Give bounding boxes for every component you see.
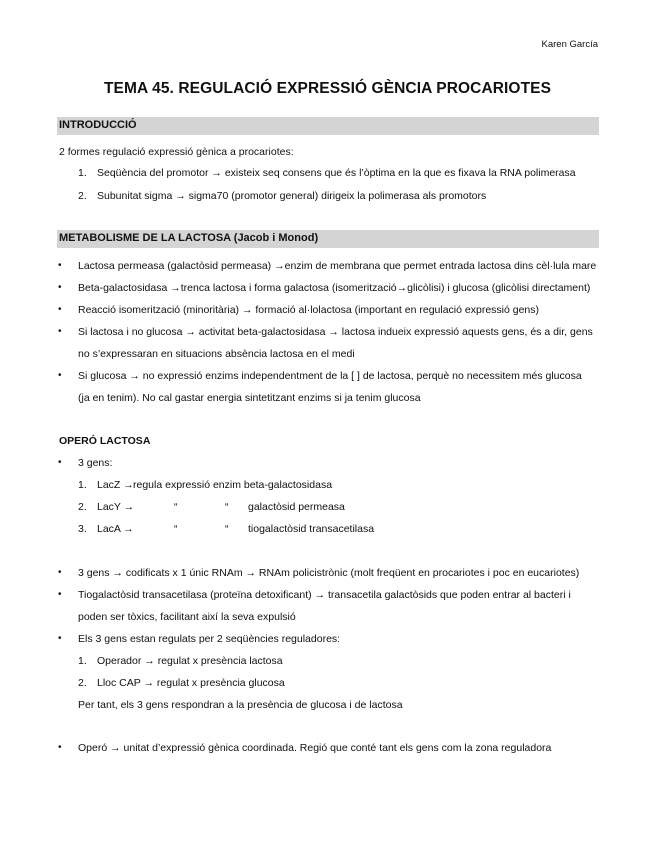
list-number: 2. bbox=[78, 677, 87, 689]
list-number: 2. bbox=[78, 190, 87, 202]
bullet-text: Els 3 gens estan regulats per 2 seqüències reguladores: bbox=[78, 633, 341, 645]
list-item: Subunitat sigma → sigma70 (promotor general) dirigeix la polimerasa als promotors bbox=[97, 190, 487, 202]
intro-text: 2 formes regulació expressió gènica a procariotes: bbox=[59, 146, 294, 158]
ditto-mark: “ bbox=[225, 501, 229, 513]
list-number: 3. bbox=[78, 523, 87, 535]
section-header-metabolisme bbox=[57, 230, 599, 248]
gene-name: LacA → bbox=[97, 523, 134, 535]
bullet-icon: • bbox=[58, 742, 62, 753]
bullet-text: Lactosa permeasa (galactòsid permeasa) →enzim de membrana que permet entrada lactosa dins cèl·lula mare bbox=[78, 260, 597, 272]
bullet-icon: • bbox=[58, 567, 62, 578]
list-number: 1. bbox=[78, 167, 87, 179]
bullet-icon: • bbox=[58, 304, 62, 315]
gene-desc: regula expressió enzim beta-galactosidasa bbox=[133, 479, 333, 491]
gene-desc: tiogalactòsid transacetilasa bbox=[248, 523, 375, 535]
bullet-text: Reacció isomerització (minoritària) → formació al·lolactosa (important en regulació expressió gens) bbox=[78, 304, 540, 316]
bullet-icon: • bbox=[58, 326, 62, 337]
gene-name: LacY → bbox=[97, 501, 135, 513]
section-header-introduccio bbox=[57, 117, 599, 135]
bullet-icon: • bbox=[58, 633, 62, 644]
bullet-icon: • bbox=[58, 282, 62, 293]
bullet-text: Operó → unitat d’expressió gènica coordinada. Regió que conté tant els gens com la zona reguladora bbox=[78, 742, 552, 754]
bullet-icon: • bbox=[58, 260, 62, 271]
list-item: Operador → regulat x presència lactosa bbox=[97, 655, 283, 667]
bullet-text-continued: no s’expressaran en situacions absència lactosa en el medi bbox=[78, 348, 355, 360]
bullet-text-continued: (ja en tenim). No cal gastar energia sintetitzant enzims si ja tenim glucosa bbox=[78, 392, 421, 404]
list-number: 1. bbox=[78, 655, 87, 667]
section-heading: INTRODUCCIÓ bbox=[59, 119, 137, 131]
bullet-text: Si glucosa → no expressió enzims independentment de la [ ] de lactosa, perquè no necessitem més glucosa bbox=[78, 370, 582, 382]
bullet-text: 3 gens: bbox=[78, 457, 113, 469]
list-number: 2. bbox=[78, 501, 87, 513]
subheading-operon: OPERÓ LACTOSA bbox=[59, 435, 151, 447]
bullet-text: Tiogalactòsid transacetilasa (proteïna detoxificant) → transacetila galactòsids que poden entrar al bacteri i bbox=[78, 589, 571, 601]
author-name: Karen García bbox=[541, 39, 598, 50]
bullet-text-continued: poden ser tòxics, facilitant així la seva expulsió bbox=[78, 611, 296, 623]
page-title: TEMA 45. REGULACIÓ EXPRESSIÓ GÈNCIA PROCARIOTES bbox=[103, 80, 552, 97]
gene-name: LacZ → bbox=[97, 479, 134, 491]
bullet-text: Beta-galactosidasa →trenca lactosa i forma galactosa (isomerització→glicòlisi) i glucosa (glicòlisi directament) bbox=[78, 282, 591, 294]
bullet-text: Si lactosa i no glucosa → activitat beta-galactosidasa → lactosa indueix expressió aquests gens, és a dir, gens bbox=[78, 326, 593, 338]
list-item: Seqüència del promotor → existeix seq consens que és l’òptima en la que es fixava la RNA polimerasa bbox=[97, 167, 576, 179]
ditto-mark: “ bbox=[225, 523, 229, 535]
bullet-text: 3 gens → codificats x 1 únic RNAm → RNAm policistrònic (molt freqüent en procariotes i poc en eucariotes) bbox=[78, 567, 580, 579]
list-item: Lloc CAP → regulat x presència glucosa bbox=[97, 677, 285, 689]
bullet-icon: • bbox=[58, 370, 62, 381]
list-number: 1. bbox=[78, 479, 87, 491]
section-heading: METABOLISME DE LA LACTOSA (Jacob i Monod) bbox=[59, 232, 319, 244]
bullet-icon: • bbox=[58, 457, 62, 468]
ditto-mark: “ bbox=[174, 523, 178, 535]
ditto-mark: “ bbox=[174, 501, 178, 513]
gene-desc: galactòsid permeasa bbox=[248, 501, 345, 513]
bullet-icon: • bbox=[58, 589, 62, 600]
conclusion-text: Per tant, els 3 gens respondran a la presència de glucosa i de lactosa bbox=[78, 699, 403, 711]
